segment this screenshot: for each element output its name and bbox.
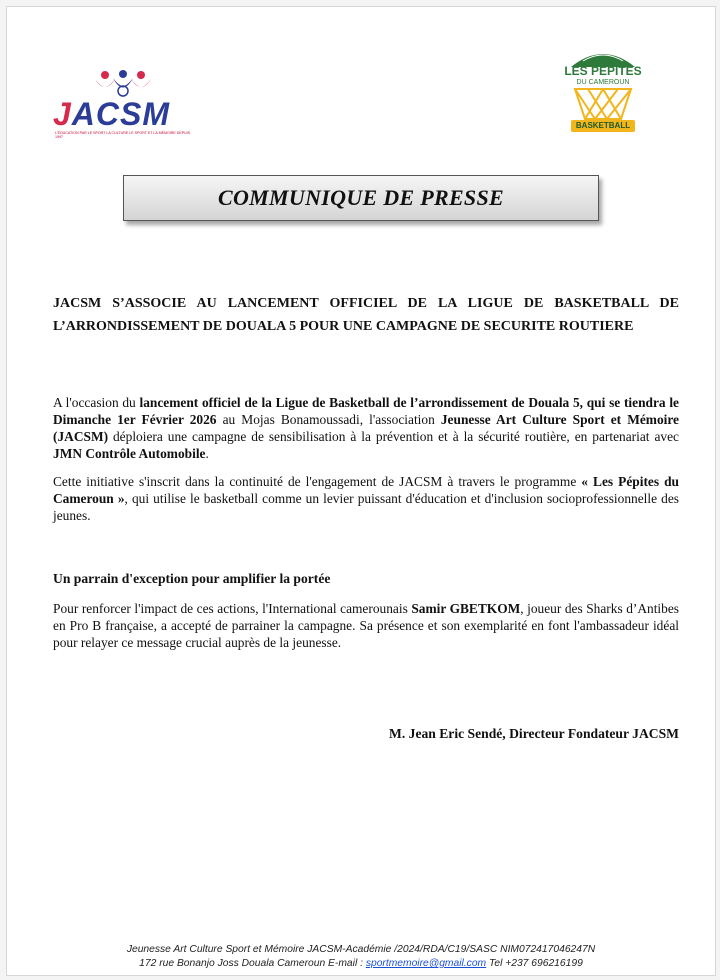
paragraph-2-text-1: Cette initiative s'inscrit dans la continuité de l'engagement de JACSM à travers le programme	[53, 474, 582, 489]
jacsm-wordmark-rest: ACSM	[71, 96, 171, 132]
headline: JACSM S’ASSOCIE AU LANCEMENT OFFICIEL DE LA LIGUE DE BASKETBALL DE L’ARRONDISSEMENT DE DOUALA 5 POUR UNE CAMPAGNE DE SECURITE ROUTIERE	[53, 296, 679, 334]
paragraph-1	[53, 394, 679, 462]
paragraph-3-text-2: , joueur des Sharks d’Antibes en Pro B française, a accepté de parrainer la campagne. Sa présence et son exemplarité en font l'ambassadeur idéal pour relayer ce message crucial auprès de la jeunesse.	[53, 601, 680, 650]
press-release-banner	[123, 175, 599, 221]
paragraph-1-bold-2: Jeunesse Art Culture Sport et Mémoire (JACSM)	[53, 412, 680, 444]
paragraph-1-text-1: A l'occasion du	[53, 395, 140, 410]
section-subheading: Un parrain d'exception pour amplifier la portée	[53, 571, 331, 586]
paragraph-1-bold-1: lancement officiel de la Ligue de Basketball de l’arrondissement de Douala 5, qui se tiendra le Dimanche 1er Février 2026	[53, 395, 679, 427]
paragraph-3-text-1: Pour renforcer l'impact de ces actions, l'International camerounais	[53, 601, 412, 616]
footer-line-2	[7, 957, 715, 971]
jacsm-tagline: L'ÉDUCATION PAR LE SPORT LA CULTURE LE SPORT ET LA MÉMOIRE DEPUIS 1997	[55, 131, 191, 139]
document-page	[6, 6, 716, 976]
paragraph-3-bold-1: Samir GBETKOM	[411, 601, 521, 616]
jacsm-people-icon	[91, 69, 155, 99]
pepites-subtitle: DU CAMEROUN	[576, 79, 630, 86]
paragraph-2-text-2: , qui utilise le basketball comme un levier puissant d'éducation et d'inclusion socioprofessionnelle des jeunes.	[53, 491, 679, 523]
paragraph-3	[53, 600, 679, 651]
footer	[7, 943, 715, 971]
paragraph-1-text-2: au Mojas Bonamoussadi, l'association	[216, 412, 441, 427]
paragraph-2	[53, 473, 679, 524]
footer-phone: Tel +237 696216199	[486, 958, 583, 969]
press-release-title: COMMUNIQUE DE PRESSE	[218, 185, 504, 210]
jacsm-wordmark: JACSM	[53, 96, 171, 132]
jacsm-logo	[51, 69, 191, 137]
footer-address: 172 rue Bonanjo Joss Douala Cameroun E-mail :	[139, 958, 366, 969]
basketball-net-icon	[573, 87, 633, 121]
footer-email-link[interactable]: sportmemoire@gmail.com	[365, 958, 487, 969]
signature: M. Jean Eric Sendé, Directeur Fondateur JACSM	[389, 726, 679, 741]
pepites-badge: BASKETBALL	[571, 120, 635, 132]
pepites-title: LES PÉPITES	[564, 64, 642, 78]
paragraph-2-bold-1: « Les Pépites du Cameroun »	[53, 474, 679, 506]
paragraph-1-text-3: déploiera une campagne de sensibilisation à la prévention et à la sécurité routière, en partenariat avec	[108, 429, 679, 444]
pepites-logo	[563, 47, 643, 135]
paragraph-1-bold-3: JMN Contrôle Automobile	[53, 446, 206, 461]
footer-line-1: Jeunesse Art Culture Sport et Mémoire JACSM-Académie /2024/RDA/C19/SASC NIM072417046247N	[126, 944, 596, 955]
paragraph-1-text-4: .	[205, 446, 209, 461]
